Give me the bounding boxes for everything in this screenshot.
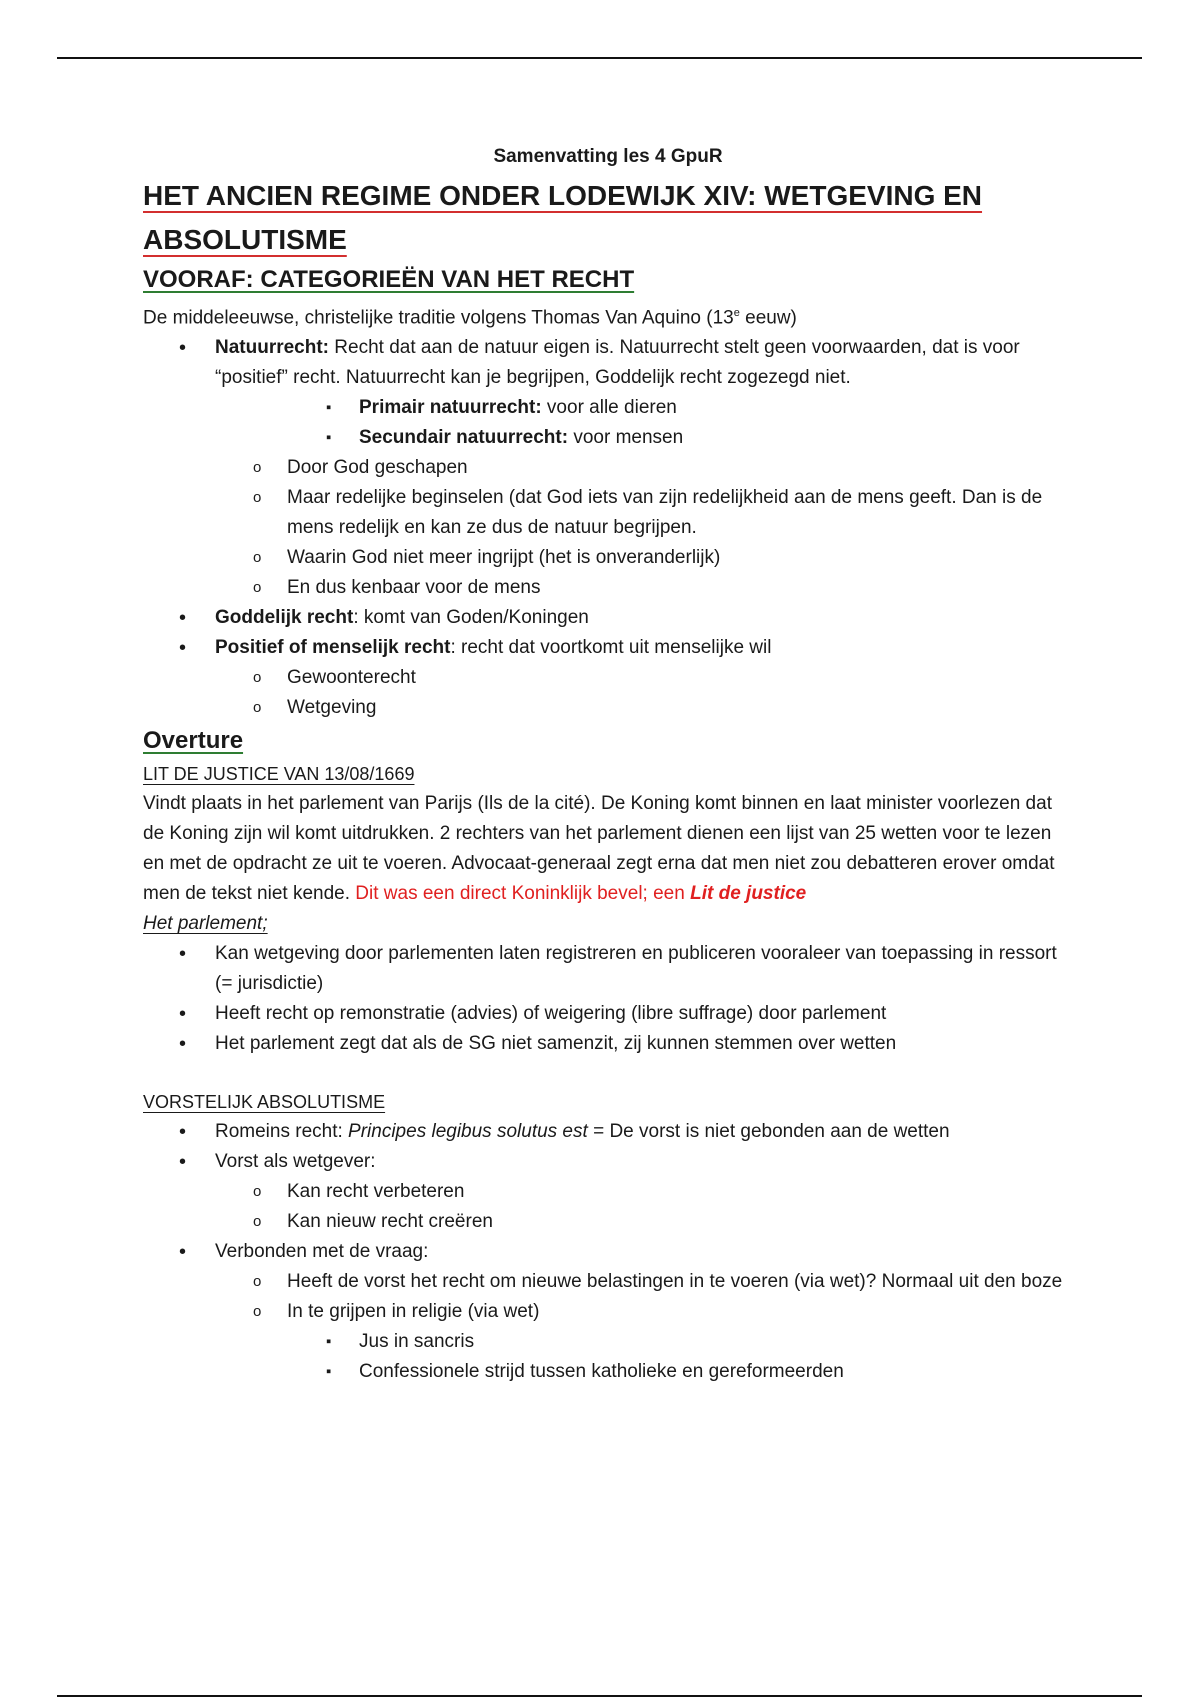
list-item: ▪ Confessionele strijd tussen katholieke en gereformeerden: [143, 1357, 1073, 1387]
list-item: • Vorst als wetgever:: [143, 1147, 1073, 1177]
list-item-secundair: ▪ Secundair natuurrecht: voor mensen: [143, 423, 1073, 453]
categories-list: [143, 333, 1073, 723]
parlement-list: [143, 939, 1073, 1059]
subheading-lit-de-justice: LIT DE JUSTICE VAN 13/08/1669: [143, 764, 415, 785]
list-item-romeins: • Romeins recht: Principes legibus solutus est = De vorst is niet gebonden aan de wetten: [143, 1117, 1073, 1147]
list-item: o Maar redelijke beginselen (dat God iets van zijn redelijkheid aan de mens geeft. Dan is de mens redelijk en kan ze dus de natuur begrijpen.: [143, 483, 1073, 543]
list-item: o Waarin God niet meer ingrijpt (het is onveranderlijk): [143, 543, 1073, 573]
title-line-1: HET ANCIEN REGIME ONDER LODEWIJK XIV: WETGEVING EN: [143, 180, 983, 211]
list-item: o Gewoonterecht: [143, 663, 1073, 693]
list-item: o Door God geschapen: [143, 453, 1073, 483]
list-item-positief: • Positief of menselijk recht: recht dat voortkomt uit menselijke wil: [143, 633, 1073, 663]
document-subtitle: Samenvatting les 4 GpuR: [493, 146, 723, 167]
subheading-absolutisme: VORSTELIJK ABSOLUTISME: [143, 1092, 386, 1113]
list-item: o In te grijpen in religie (via wet): [143, 1297, 1073, 1327]
list-item: o Heeft de vorst het recht om nieuwe belastingen in te voeren (via wet)? Normaal uit den boze: [143, 1267, 1073, 1297]
list-item: ▪ Jus in sancris: [143, 1327, 1073, 1357]
parlement-label: Het parlement;: [143, 913, 268, 935]
section-intro: De middeleeuwse, christelijke traditie volgens Thomas Van Aquino (13e eeuw): [143, 307, 797, 329]
footer-rule: [57, 1695, 1142, 1697]
list-item: o Wetgeving: [143, 693, 1073, 723]
header-rule: [57, 57, 1142, 59]
document-title: [143, 174, 1073, 262]
section-heading-categories: VOORAF: CATEGORIEËN VAN HET RECHT: [143, 266, 635, 293]
list-item: • Heeft recht op remonstratie (advies) of weigering (libre suffrage) door parlement: [143, 999, 1073, 1029]
title-line-2: ABSOLUTISME: [143, 224, 347, 255]
list-item: • Kan wetgeving door parlementen laten registreren en publiceren vooraleer van toepassing in ressort (= jurisdictie): [143, 939, 1073, 999]
list-item: • Verbonden met de vraag:: [143, 1237, 1073, 1267]
list-item-natuurrecht: • Natuurrecht: Recht dat aan de natuur eigen is. Natuurrecht stelt geen voorwaarden, dat is voor “positief” recht. Natuurrecht kan je begrijpen, Goddelijk recht zogezegd niet.: [143, 333, 1073, 393]
list-item-goddelijk: • Goddelijk recht: komt van Goden/Koningen: [143, 603, 1073, 633]
list-item: o En dus kenbaar voor de mens: [143, 573, 1073, 603]
list-item-primair: ▪ Primair natuurrecht: voor alle dieren: [143, 393, 1073, 423]
list-item: o Kan recht verbeteren: [143, 1177, 1073, 1207]
document-page: [143, 142, 1073, 1387]
absolutisme-list: [143, 1117, 1073, 1387]
overture-paragraph: Vindt plaats in het parlement van Parijs (Ils de la cité). De Koning komt binnen en laat minister voorlezen dat de Koning zijn wil komt uitdrukken. 2 rechters van het parlement dienen een lijst van 25 wetten voor te lezen en met de opdracht ze uit te voeren. Advocaat-generaal zegt erna dat men niet zou debatteren erover omdat men de tekst niet kende. Dit was een direct Koninklijk bevel; een Lit de justice: [143, 793, 1055, 905]
list-item: • Het parlement zegt dat als de SG niet samenzit, zij kunnen stemmen over wetten: [143, 1029, 1073, 1059]
list-item: o Kan nieuw recht creëren: [143, 1207, 1073, 1237]
section-heading-overture: Overture: [143, 727, 244, 755]
